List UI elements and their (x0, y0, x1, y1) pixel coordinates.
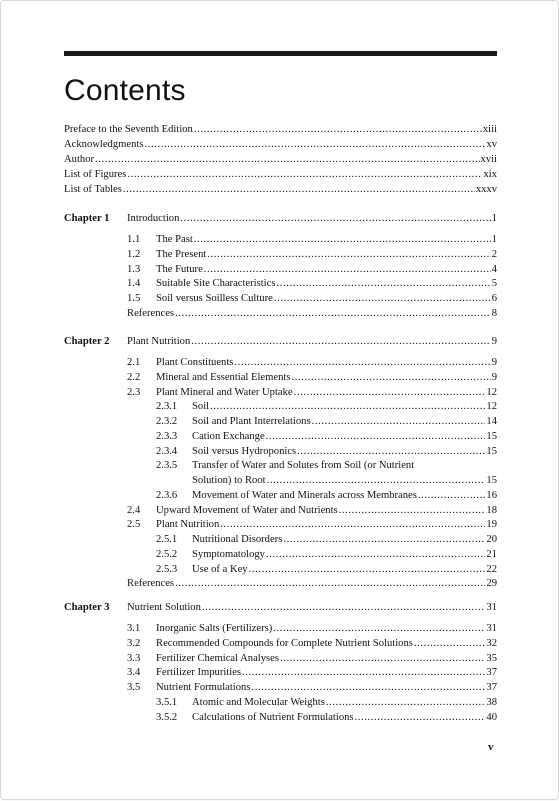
entry-page-number: 29 (486, 578, 497, 590)
section-number: 2.3.5 (156, 460, 178, 472)
section-number: 3.5.1 (156, 696, 178, 708)
subsection-entry (192, 445, 497, 458)
subsection-entry (192, 696, 497, 709)
section-number: 3.1 (127, 623, 141, 634)
entry-title: Cation Exchange (192, 430, 265, 442)
dot-leader (266, 548, 485, 561)
entry-title: Soil versus Soilless Culture (156, 293, 273, 304)
subsection-entry (192, 533, 497, 546)
dot-leader (210, 400, 485, 413)
entry-page-number: 22 (486, 563, 497, 575)
page-title: Contents (64, 74, 186, 107)
entry-page-number: xix (483, 169, 497, 180)
section-number: 3.2 (127, 637, 141, 649)
subsection-entry (192, 489, 497, 502)
front-matter-entry (64, 138, 497, 151)
section-entry (156, 371, 497, 384)
entry-title: Plant Constituents (156, 357, 234, 368)
entry-page-number: 6 (491, 293, 497, 304)
entry-title: Soil (192, 401, 210, 413)
entry-title: Introduction (127, 213, 180, 224)
chapter-label: Chapter 2 (64, 336, 110, 347)
subsection-entry (192, 415, 497, 428)
entry-title: Movement of Water and Minerals across Membranes (192, 489, 417, 501)
dot-leader (234, 356, 490, 369)
section-number: 1.3 (127, 263, 141, 275)
entry-title: Symptomatology (192, 548, 265, 560)
entry-title: Inorganic Salts (Fertilizers) (156, 623, 273, 634)
entry-title: Plant Nutrition (156, 519, 220, 531)
section-number: 2.5.2 (156, 548, 178, 560)
front-matter-entry (64, 153, 497, 166)
dot-leader (414, 637, 486, 650)
section-entry (156, 652, 497, 665)
section-number: 1.2 (127, 248, 141, 260)
entry-page-number: 4 (491, 263, 497, 275)
section-number: 2.3.6 (156, 489, 178, 501)
dot-leader (251, 681, 485, 694)
table-of-contents (1, 1, 559, 801)
entry-title: Calculations of Nutrient Formulations (192, 711, 354, 723)
entry-title: Use of a Key (192, 563, 248, 575)
subsection-entry (192, 563, 497, 576)
entry-page-number: 38 (486, 696, 497, 708)
section-entry (156, 622, 497, 635)
entry-title: List of Tables (64, 184, 122, 195)
entry-page-number: 35 (486, 652, 497, 664)
section-entry (156, 681, 497, 694)
dot-leader (175, 307, 491, 320)
dot-leader (266, 430, 486, 443)
dot-leader (242, 666, 485, 679)
entry-page-number: 9 (491, 357, 497, 368)
entry-title: Nutrient Formulations (156, 682, 251, 693)
dot-leader (312, 415, 486, 428)
entry-page-number: 1 (491, 213, 497, 224)
entry-title: Soil and Plant Interrelations (192, 416, 311, 427)
chapter-title-entry (127, 601, 497, 614)
entry-page-number: 31 (486, 602, 497, 613)
section-number: 2.3.4 (156, 445, 178, 457)
dot-leader (339, 504, 486, 517)
entry-title: Fertilizer Chemical Analyses (156, 652, 279, 664)
chapter-title-entry (127, 335, 497, 348)
dot-leader (355, 711, 486, 724)
section-number: 3.5.2 (156, 711, 178, 723)
entry-title: References (127, 307, 175, 319)
dot-leader (194, 233, 491, 246)
entry-page-number: 9 (491, 371, 497, 383)
entry-page-number: xvii (480, 154, 497, 165)
entry-title: Solution) to Root (192, 475, 266, 486)
entry-page-number: 9 (491, 336, 497, 347)
entry-title: Plant Nutrition (127, 336, 191, 347)
entry-page-number: 40 (486, 711, 497, 723)
subsection-entry (192, 711, 497, 724)
entry-page-number: 31 (486, 623, 497, 634)
entry-page-number: xv (486, 139, 497, 150)
entry-title: Fertilizer Impurities (156, 667, 242, 679)
section-number: 2.5 (127, 519, 141, 531)
section-number: 2.4 (127, 504, 141, 516)
dot-leader (283, 533, 485, 546)
entry-page-number: 1 (491, 234, 497, 245)
entry-page-number: 19 (486, 519, 497, 531)
entry-title: Preface to the Seventh Edition (64, 124, 193, 135)
dot-leader (175, 577, 485, 590)
section-entry (192, 474, 497, 487)
entry-page-number: 12 (486, 386, 497, 398)
subsection-entry (192, 400, 497, 413)
section-number: 1.1 (127, 234, 141, 245)
dot-leader (191, 335, 490, 348)
entry-page-number: 15 (486, 475, 497, 486)
entry-title: Recommended Compounds for Complete Nutrient Solutions (156, 637, 413, 649)
section-entry (156, 518, 497, 531)
entry-title: Nutrient Solution (127, 602, 201, 613)
section-title-line1: Transfer of Water and Solutes from Soil (or Nutrient (192, 460, 415, 472)
dot-leader (127, 168, 482, 181)
entry-title: The Present (156, 248, 207, 260)
section-entry (156, 248, 497, 261)
chapter-label: Chapter 3 (64, 602, 110, 613)
dot-leader (294, 386, 486, 399)
dot-leader (207, 248, 490, 261)
section-entry (156, 666, 497, 679)
entry-page-number: 14 (486, 416, 497, 427)
entry-page-number: 37 (486, 682, 497, 693)
entry-page-number: 37 (486, 667, 497, 679)
front-matter-entry (64, 183, 497, 196)
entry-title: Acknowledgments (64, 139, 144, 150)
entry-page-number: 2 (491, 248, 497, 260)
subsection-entry (192, 548, 497, 561)
section-number: 3.4 (127, 667, 141, 679)
entry-title: The Past (156, 234, 193, 245)
section-entry (156, 233, 497, 246)
entry-title: Atomic and Molecular Weights (192, 696, 325, 708)
dot-leader (95, 153, 480, 166)
section-number: 3.3 (127, 652, 141, 664)
section-entry (156, 637, 497, 650)
dot-leader (180, 212, 490, 225)
entry-page-number: 12 (486, 401, 497, 413)
entry-page-number: xiii (482, 124, 497, 135)
entry-page-number: 15 (486, 445, 497, 457)
references-entry (127, 577, 497, 590)
entry-page-number: 21 (486, 548, 497, 560)
dot-leader (326, 696, 486, 709)
dot-leader (273, 622, 485, 635)
dot-leader (267, 474, 486, 487)
entry-title: References (127, 578, 175, 590)
section-number: 2.3.1 (156, 401, 178, 413)
section-entry (156, 386, 497, 399)
entry-title: Author (64, 154, 95, 165)
dot-leader (291, 371, 490, 384)
entry-page-number: 15 (486, 430, 497, 442)
section-number: 2.1 (127, 357, 141, 368)
subsection-entry (192, 430, 497, 443)
entry-title: Plant Mineral and Water Uptake (156, 386, 293, 398)
dot-leader (123, 183, 475, 196)
section-number: 2.5.1 (156, 534, 178, 545)
section-number: 2.5.3 (156, 563, 178, 575)
entry-page-number: xxxv (475, 184, 497, 195)
section-number: 2.3.3 (156, 430, 178, 442)
dot-leader (276, 277, 490, 290)
entry-title: Soil versus Hydroponics (192, 445, 297, 457)
dot-leader (297, 445, 485, 458)
references-entry (127, 307, 497, 320)
section-entry (156, 292, 497, 305)
entry-title: Nutritional Disorders (192, 534, 283, 545)
entry-page-number: 18 (486, 504, 497, 516)
entry-page-number: 8 (491, 307, 497, 319)
entry-title: List of Figures (64, 169, 127, 180)
dot-leader (204, 263, 491, 276)
section-entry (156, 504, 497, 517)
dot-leader (280, 652, 485, 665)
section-entry (156, 277, 497, 290)
entry-page-number: 16 (486, 489, 497, 501)
section-number: 1.4 (127, 278, 141, 290)
chapter-label: Chapter 1 (64, 213, 110, 224)
section-number: 3.5 (127, 682, 141, 693)
page-folio: v (488, 741, 494, 753)
dot-leader (144, 138, 485, 151)
front-matter-entry (64, 168, 497, 181)
dot-leader (249, 563, 486, 576)
section-entry (156, 263, 497, 276)
entry-page-number: 32 (486, 637, 497, 649)
section-number: 2.2 (127, 371, 141, 383)
entry-title: Upward Movement of Water and Nutrients (156, 504, 338, 516)
chapter-title-entry (127, 212, 497, 225)
dot-leader (274, 292, 491, 305)
entry-page-number: 5 (491, 278, 497, 290)
section-number: 2.3.2 (156, 416, 178, 427)
dot-leader (194, 123, 482, 136)
section-number: 1.5 (127, 293, 141, 304)
dot-leader (202, 601, 486, 614)
entry-page-number: 20 (486, 534, 497, 545)
entry-title: The Future (156, 263, 203, 275)
front-matter-entry (64, 123, 497, 136)
entry-title: Suitable Site Characteristics (156, 278, 276, 290)
entry-title: Mineral and Essential Elements (156, 371, 291, 383)
dot-leader (220, 518, 485, 531)
dot-leader (418, 489, 486, 502)
section-entry (156, 356, 497, 369)
section-number: 2.3 (127, 386, 141, 398)
